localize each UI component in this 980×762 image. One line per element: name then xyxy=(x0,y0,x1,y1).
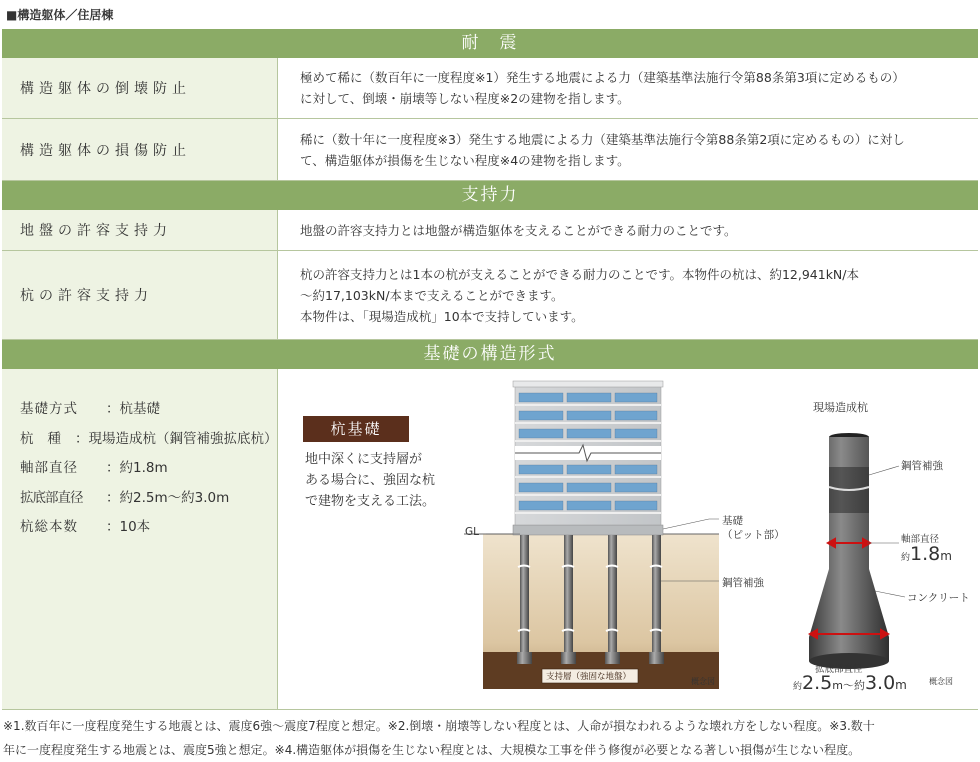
enlarged-base-value: 約2.5m～約3.0m xyxy=(793,672,907,694)
table-row xyxy=(2,210,978,251)
foundation-specs xyxy=(2,369,278,709)
page-title: ■構造躯体／住居棟 xyxy=(6,8,114,22)
text-line: ある場合に、強固な杭 xyxy=(305,473,436,488)
row-description xyxy=(300,251,968,339)
bearing-stratum-label: 支持層（強固な地盤） xyxy=(546,672,632,682)
spec-row: 軸部直径 ： 約1.8m xyxy=(20,454,277,484)
spec-value: 杭基礎 xyxy=(119,401,160,417)
row-description xyxy=(300,119,968,180)
spec-key: 杭総本数 xyxy=(20,519,78,535)
steel-reinforcement-label: 鋼管補強 xyxy=(722,577,764,589)
spec-row: 基礎方式 ： 杭基礎 xyxy=(20,395,277,425)
pit-label: （ピット部） xyxy=(722,529,785,541)
spec-row: 杭総本数 ： 10本 xyxy=(20,513,277,543)
spec-key: 基礎方式 xyxy=(20,401,78,417)
row-label: 地盤の許容支持力 xyxy=(2,210,278,250)
shaft-diameter-label: 軸部直径 xyxy=(901,534,940,545)
desc-line: て、構造躯体が損傷を生じない程度※4の建物を指します。 xyxy=(300,152,630,168)
gl-label: GL xyxy=(465,526,479,538)
pile-foundation-tag: 杭基礎 xyxy=(303,416,409,442)
row-description xyxy=(300,58,968,118)
steel-reinforcement-label-2: 鋼管補強 xyxy=(901,460,943,472)
foundation-slab xyxy=(513,525,663,535)
row-label: 構造躯体の倒壊防止 xyxy=(2,58,278,118)
desc-line: 本物件は、「現場造成杭」10本で支持しています。 xyxy=(300,308,584,324)
spec-row: 杭種 ： 現場造成杭（鋼管補強拡底杭） xyxy=(20,425,277,455)
table-row xyxy=(2,58,978,119)
spec-value: 現場造成杭（鋼管補強拡底杭） xyxy=(88,430,278,447)
row-description xyxy=(300,210,968,250)
building-foundation-illustration xyxy=(279,369,978,709)
spec-key: 杭種 xyxy=(20,430,75,447)
pile-title: 現場造成杭 xyxy=(813,401,868,414)
performance-table xyxy=(2,29,978,709)
foundation-section xyxy=(2,369,978,710)
footnote-line: ※1.数百年に一度程度発生する地震とは、震度6強～震度7程度と想定。※2.倒壊・崩壊等しない程度とは、人命が損なわれるような壊れ方をしない程度。※3.数十 xyxy=(3,719,875,733)
section-header-bearing: 支持力 xyxy=(2,181,978,210)
desc-line: 杭の許容支持力とは1本の杭が支えることができる耐力のことです。本物件の杭は、約12,941kN/本 xyxy=(300,266,859,282)
text-line: で建物を支える工法。 xyxy=(305,494,436,509)
desc-line: 地盤の許容支持力とは地盤が構造躯体を支えることができる耐力のことです。 xyxy=(300,222,737,238)
schematic-note: 概念図 xyxy=(691,677,715,686)
table-row xyxy=(2,119,978,181)
table-row xyxy=(2,251,978,340)
desc-line: 極めて稀に（数百年に一度程度※1）発生する地震による力（建築基準法施行令第88条第3項に定めるもの） xyxy=(300,70,905,85)
footnotes xyxy=(3,714,979,762)
spec-key: 軸部直径 xyxy=(20,460,78,476)
concrete-label: コンクリート xyxy=(907,592,970,604)
section-header-foundation: 基礎の構造形式 xyxy=(2,340,978,369)
spec-key: 拡底部直径 xyxy=(20,489,83,506)
foundation-label: 基礎 xyxy=(722,515,743,527)
desc-line: 稀に（数十年に一度程度※3）発生する地震による力（建築基準法施行令第88条第2項に定めるもの）に対し xyxy=(300,131,905,147)
shaft-diameter-value: 約1.8m xyxy=(901,543,952,565)
desc-line: に対して、倒壊・崩壊等しない程度※2の建物を指します。 xyxy=(300,91,630,106)
text-line: 地中深くに支持層が xyxy=(305,452,423,467)
spec-row: 拡底部直径 ： 約2.5m～約3.0m xyxy=(20,484,277,514)
row-label: 構造躯体の損傷防止 xyxy=(2,119,278,180)
schematic-note-2: 概念図 xyxy=(929,677,953,686)
spec-value: 10本 xyxy=(119,519,151,535)
enlarged-base-label: 拡底部直径 xyxy=(815,664,863,675)
row-label: 杭の許容支持力 xyxy=(2,251,278,339)
footnote-line: 年に一度程度発生する地震とは、震度5強と想定。※4.構造躯体が損傷を生じない程度とは、大規模な工事を伴う修復が必要となる著しい損傷が生じない程度。 xyxy=(3,743,861,757)
section-header-earthquake: 耐 震 xyxy=(2,29,978,58)
spec-value: 約1.8m xyxy=(119,460,168,476)
spec-value: 約2.5m～約3.0m xyxy=(119,489,230,506)
desc-line: ～約17,103kN/本まで支えることができます。 xyxy=(300,287,564,303)
foundation-diagram-area xyxy=(279,369,978,709)
